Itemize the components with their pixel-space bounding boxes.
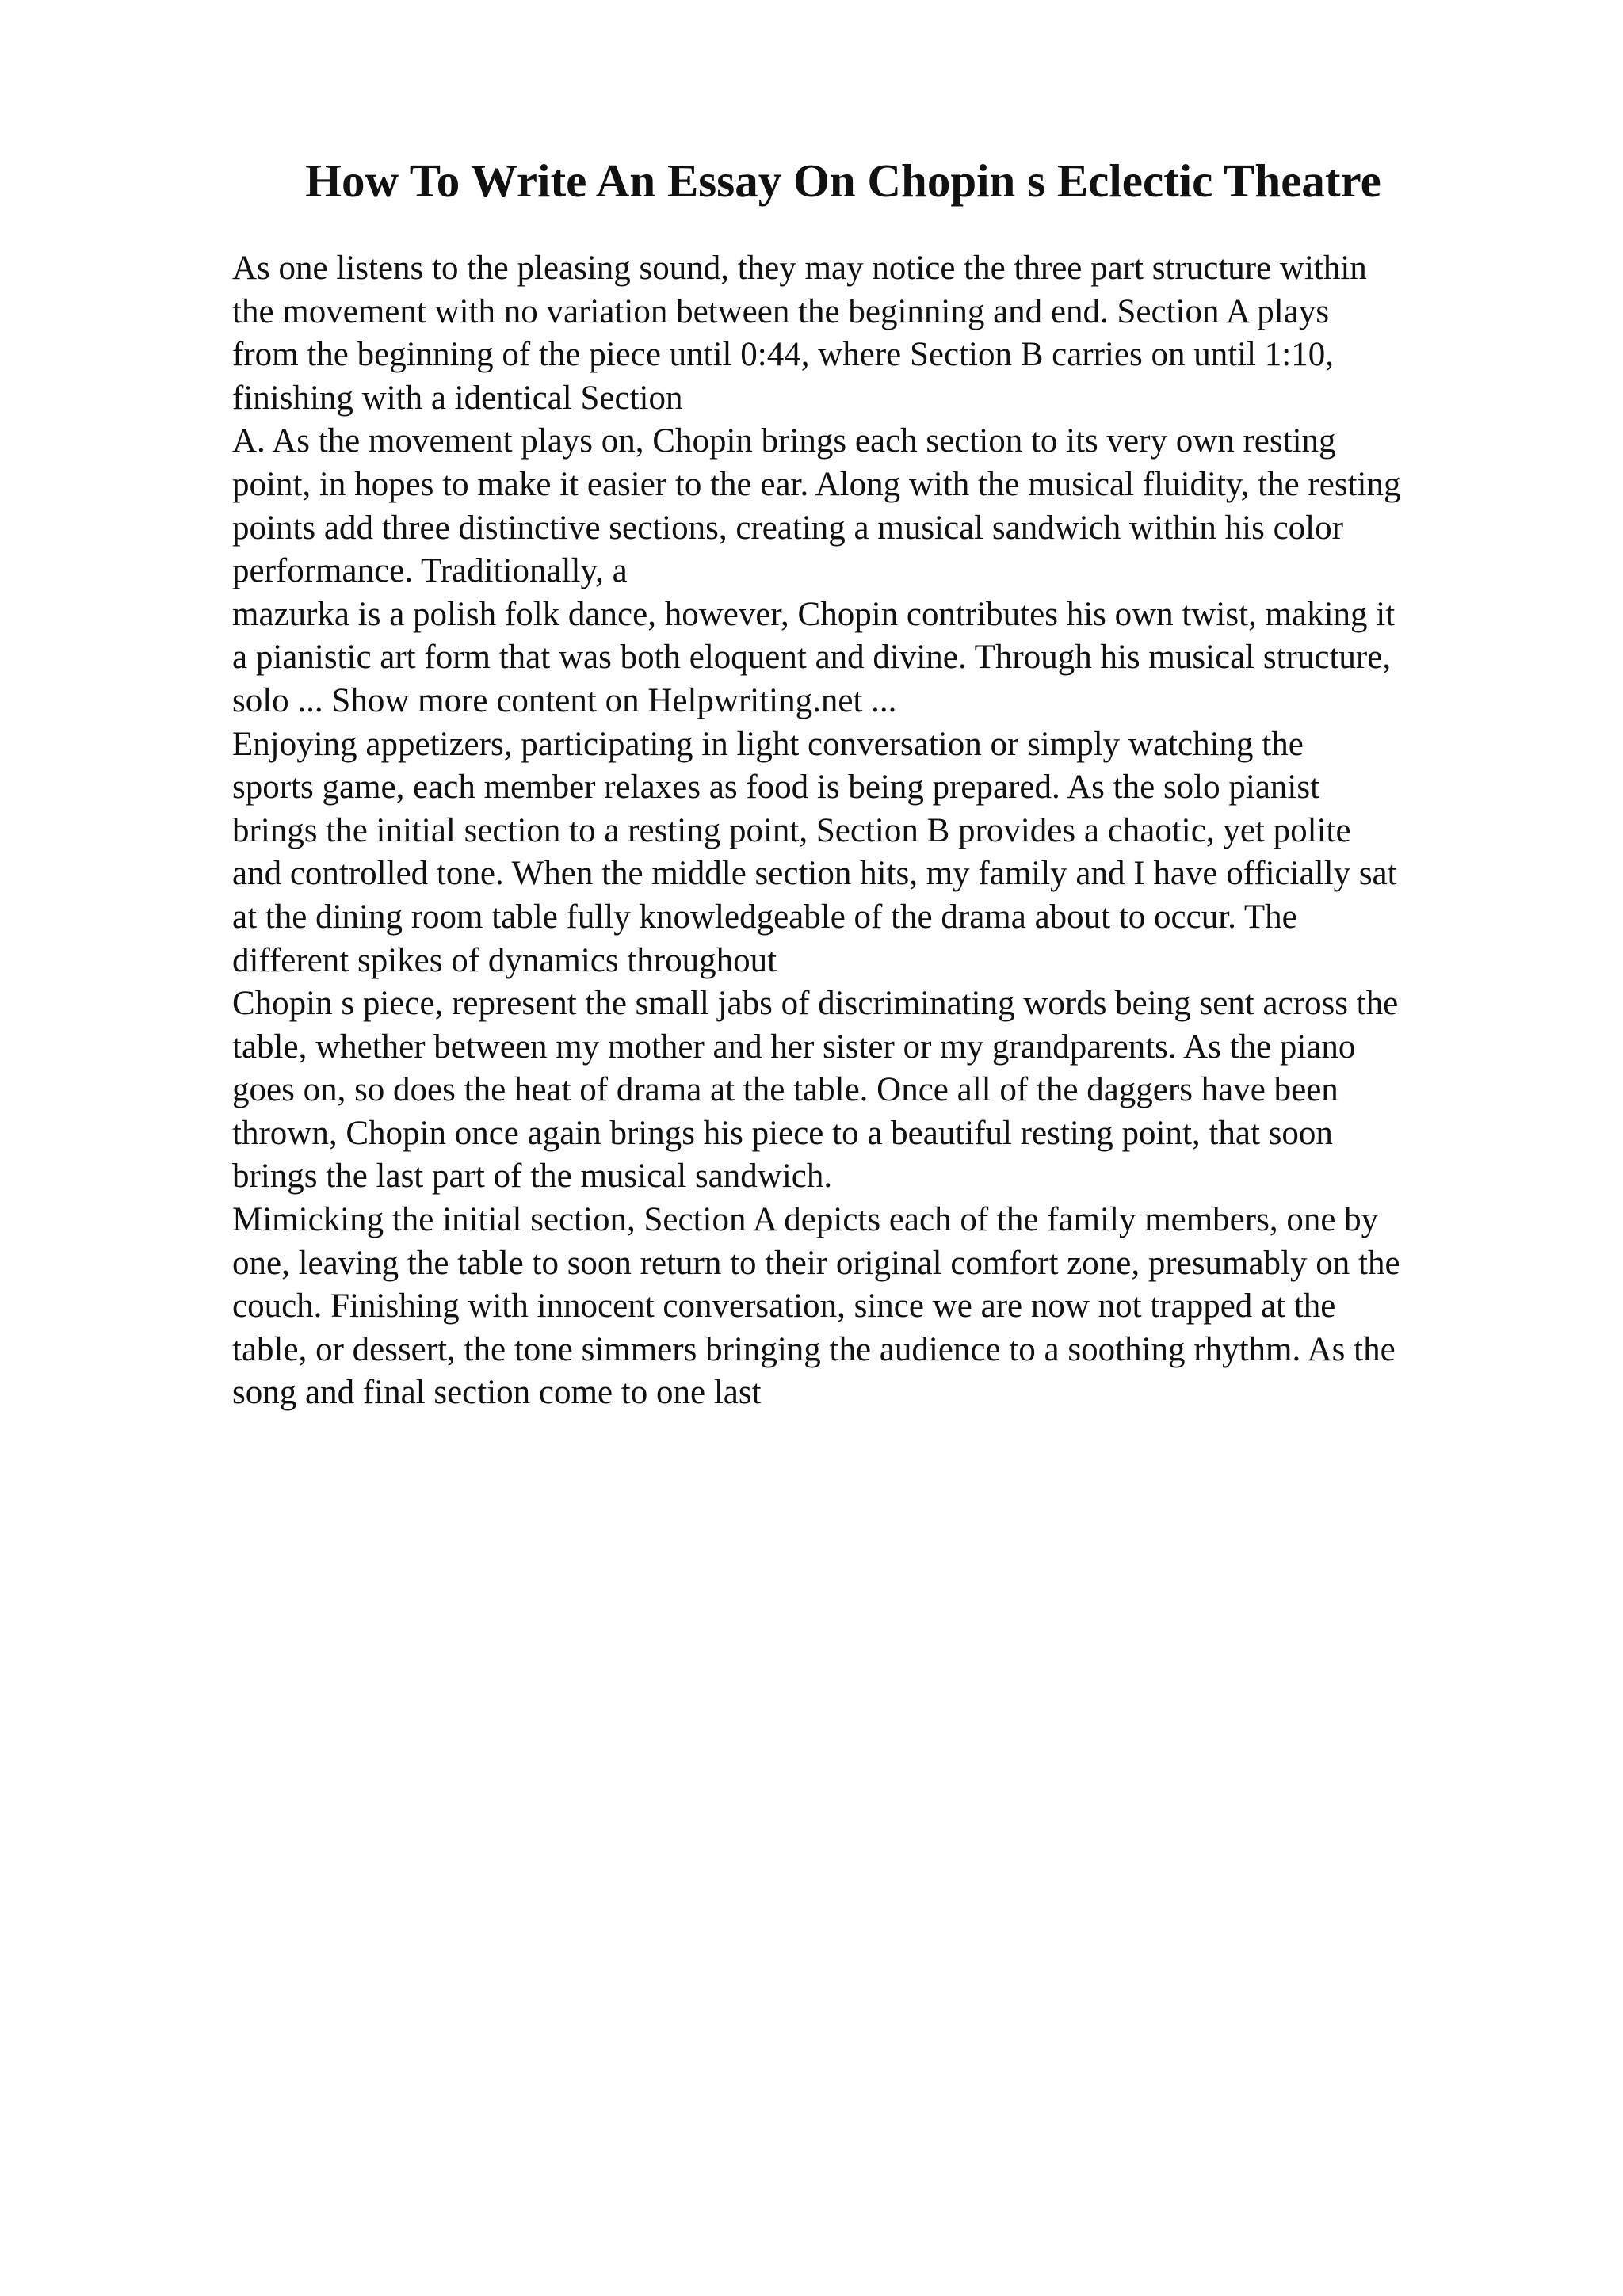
body-line: finishing with a identical Section bbox=[232, 379, 683, 417]
body-line: A. As the movement plays on, Chopin brings each section to its very own resting bbox=[232, 422, 1336, 460]
essay-body bbox=[232, 247, 1595, 1415]
body-line: from the beginning of the piece until 0:44, where Section B carries on until 1:10, bbox=[232, 336, 1335, 374]
body-line: at the dining room table fully knowledgeable of the drama about to occur. The bbox=[232, 898, 1297, 936]
body-line: As one listens to the pleasing sound, they may notice the three part structure within bbox=[232, 250, 1367, 287]
body-line: brings the last part of the musical sandwich. bbox=[232, 1158, 833, 1196]
body-line: table, whether between my mother and her sister or my grandparents. As the piano bbox=[232, 1028, 1356, 1066]
body-line: mazurka is a polish folk dance, however, Chopin contributes his own twist, making it bbox=[232, 595, 1396, 633]
body-line: thrown, Chopin once again brings his piece to a beautiful resting point, that soon bbox=[232, 1114, 1333, 1152]
body-line: brings the initial section to a resting point, Section B provides a chaotic, yet polite bbox=[232, 811, 1351, 849]
body-line: goes on, so does the heat of drama at the table. Once all of the daggers have been bbox=[232, 1071, 1338, 1109]
body-line: one, leaving the table to soon return to their original comfort zone, presumably on the bbox=[232, 1244, 1400, 1282]
document-title: How To Write An Essay On Chopin s Eclectic Theatre bbox=[305, 154, 1381, 207]
body-line: table, or dessert, the tone simmers bringing the audience to a soothing rhythm. As the bbox=[232, 1330, 1396, 1368]
body-line: Mimicking the initial section, Section A depicts each of the family members, one by bbox=[232, 1201, 1379, 1239]
body-line: different spikes of dynamics throughout bbox=[232, 941, 777, 979]
body-line: solo ... Show more content on Helpwriting.net ... bbox=[232, 681, 897, 719]
body-line: Enjoying appetizers, participating in light conversation or simply watching the bbox=[232, 725, 1304, 763]
body-line: performance. Traditionally, a bbox=[232, 552, 628, 590]
body-line: couch. Finishing with innocent conversation, since we are now not trapped at the bbox=[232, 1287, 1336, 1325]
body-line: Chopin s piece, represent the small jabs of discriminating words being sent across the bbox=[232, 985, 1399, 1023]
body-line: point, in hopes to make it easier to the ear. Along with the musical fluidity, the resting bbox=[232, 465, 1401, 503]
body-line: a pianistic art form that was both eloquent and divine. Through his musical structure, bbox=[232, 639, 1392, 677]
body-line: song and final section come to one last bbox=[232, 1374, 762, 1412]
body-line: the movement with no variation between the beginning and end. Section A plays bbox=[232, 292, 1330, 330]
body-line: and controlled tone. When the middle section hits, my family and I have officially sat bbox=[232, 855, 1397, 893]
body-line: sports game, each member relaxes as food is being prepared. As the solo pianist bbox=[232, 769, 1320, 807]
body-line: points add three distinctive sections, creating a musical sandwich within his color bbox=[232, 509, 1343, 547]
